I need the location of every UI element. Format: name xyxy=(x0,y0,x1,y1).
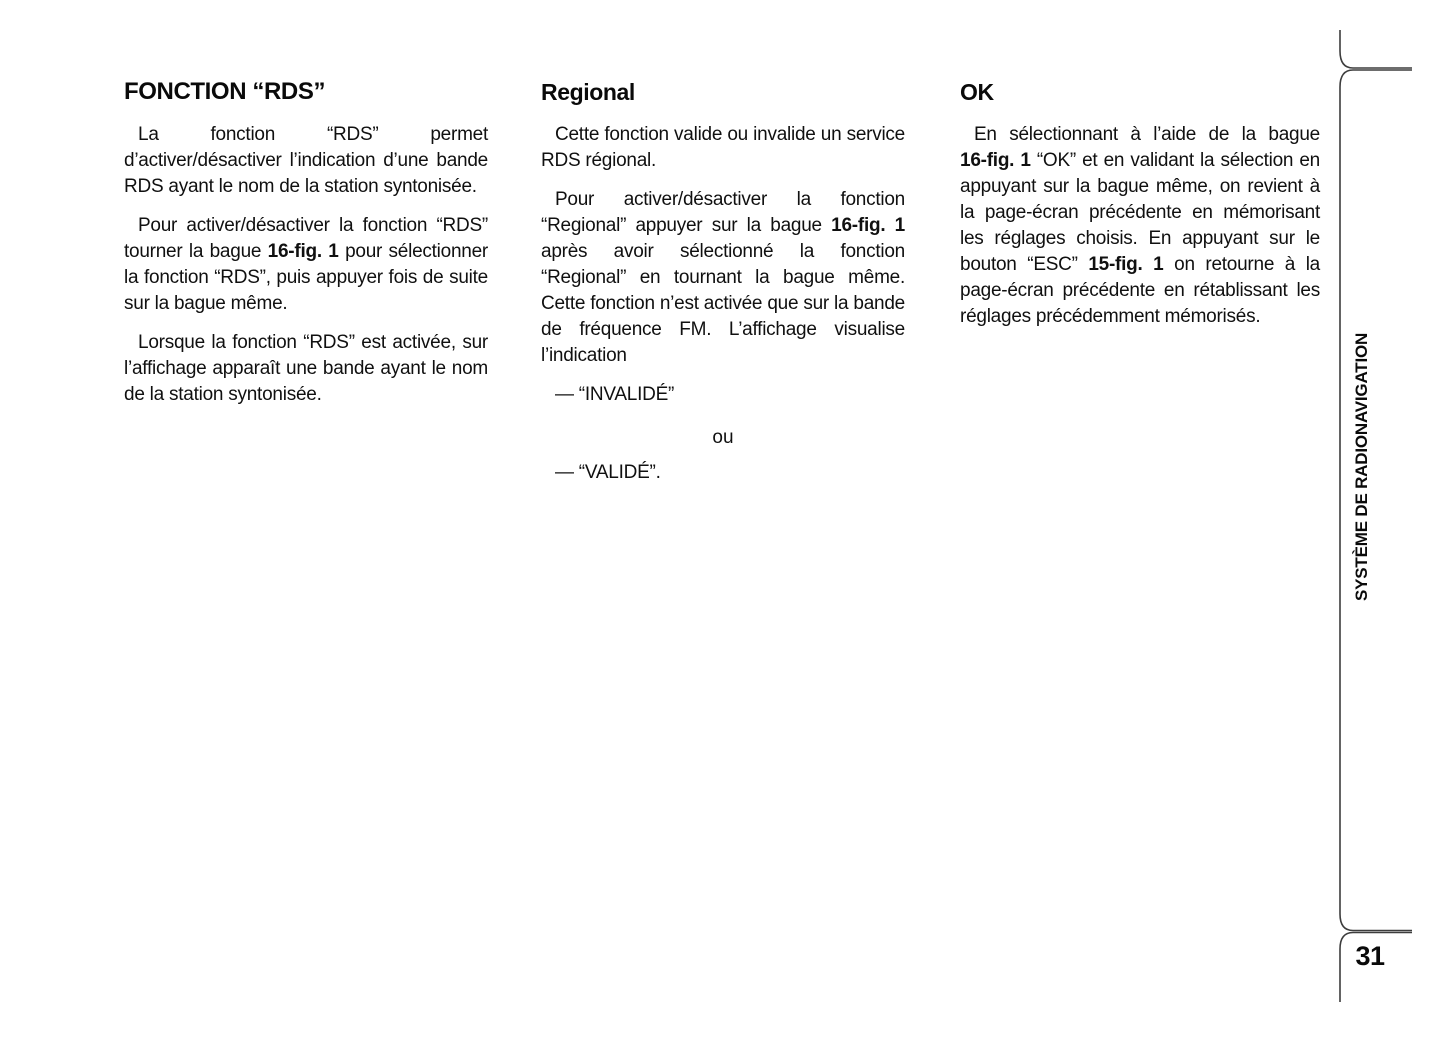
figure-ref-16-fig-1: 16-fig. 1 xyxy=(831,215,905,236)
figure-ref-16-fig-1: 16-fig. 1 xyxy=(267,241,339,262)
paragraph-rds-1: La fonction “RDS” permet d’activer/désactiver l’indication d’une bande RDS ayant le nom de la station syntonisée. xyxy=(124,124,488,197)
heading-regional: Regional xyxy=(541,79,635,105)
column-fonction-rds xyxy=(124,78,488,421)
paragraph-regional-1: Cette fonction valide ou invalide un service RDS régional. xyxy=(541,124,905,171)
heading-fonction-rds: FONCTION “RDS” xyxy=(124,78,326,105)
column-regional xyxy=(541,78,905,486)
paragraph-ok-1: En sélectionnant à l’aide de la bague 16-fig. 1 “OK” et en validant la sélection en appuyant sur la bague même, on revient à la page-écran précédente en mémorisant les réglages choisis. En appuyant sur le bouton “ESC” 15-fig. 1 on retourne à la page-écran précédente en rétablissant les réglages précédemment mémorisés. xyxy=(960,124,1320,327)
paragraph-rds-2: Pour activer/désactiver la fonction “RDS” tourner la bague 16-fig. 1 pour sélectionner la fonction “RDS”, puis appuyer fois de suite sur la bague même. xyxy=(124,215,488,314)
figure-ref-15-fig-1: 15-fig. 1 xyxy=(1088,254,1164,275)
column-ok xyxy=(960,78,1320,343)
list-separator-ou: ou xyxy=(712,427,734,448)
list-item-invalide: — “INVALIDÉ” xyxy=(555,384,675,405)
tab-top-curve xyxy=(1340,30,1412,68)
tab-section-body xyxy=(1340,70,1412,931)
paragraph-rds-3: Lorsque la fonction “RDS” est activée, sur l’affichage apparaît une bande ayant le nom de la station syntonisée. xyxy=(124,332,488,405)
list-item-valide: — “VALIDÉ”. xyxy=(555,462,661,483)
figure-ref-16-fig-1: 16-fig. 1 xyxy=(960,150,1031,171)
paragraph-regional-2: Pour activer/désactiver la fonction “Regional” appuyer sur la bague 16-fig. 1 après avoir sélectionné la fonction “Regional” en tournant la bague même. Cette fonction n’est activée que sur la bande de fréquence FM. L’affichage visualise l’indication xyxy=(541,189,905,366)
heading-ok: OK xyxy=(960,79,994,105)
page-number: 31 xyxy=(1355,941,1385,971)
section-tab-label: SYSTÈME DE RADIONAVIGATION xyxy=(1352,332,1371,601)
